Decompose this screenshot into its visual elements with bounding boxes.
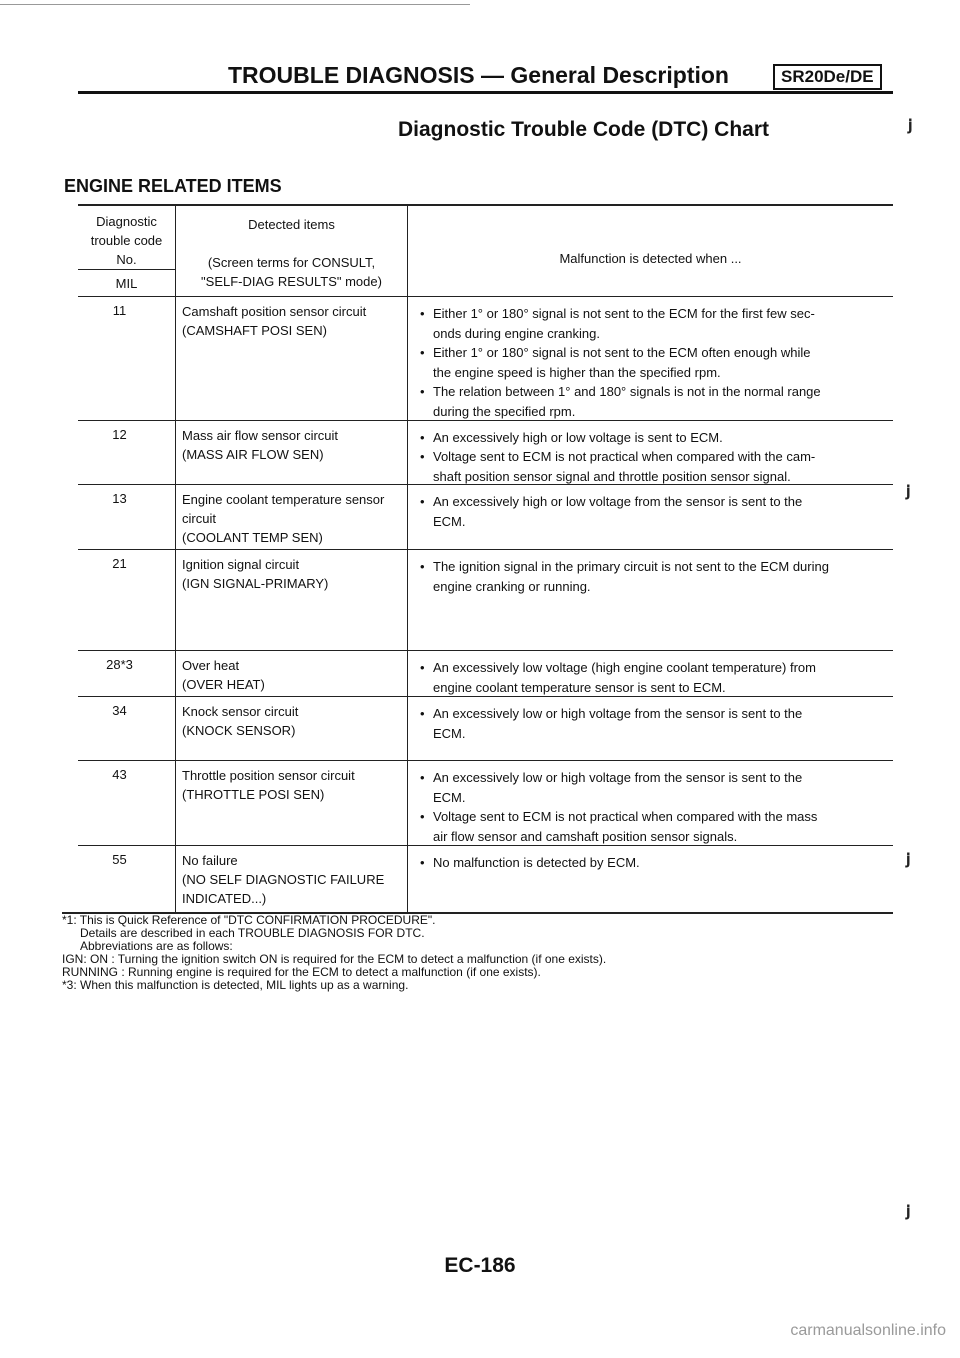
revision-mark-icon: ⱼ (906, 840, 911, 870)
table-top-rule (78, 204, 893, 206)
malfunction-bullet: • An excessively high or low voltage from the sensor is sent to the ECM. (420, 494, 803, 529)
page-header (228, 56, 908, 96)
table-row-rule (78, 760, 893, 761)
dtc-code: 13 (112, 491, 127, 506)
footnote: IGN: ON : Turning the ignition switch ON is required for the ECM to detect a malfunction (if one exists). (62, 952, 607, 966)
malfunction-bullet: • An excessively low or high voltage from the sensor is sent to the ECM. (420, 770, 803, 805)
detected-item: Camshaft position sensor circuit (CAMSHAFT POSI SEN) (182, 304, 367, 338)
detected-item: Engine coolant temperature sensor circuit (COOLANT TEMP SEN) (182, 492, 385, 545)
revision-mark-icon: ⱼ (906, 1192, 911, 1222)
malfunction-bullet: • An excessively low or high voltage from the sensor is sent to the ECM. (420, 706, 803, 741)
detected-item: Mass air flow sensor circuit (MASS AIR FLOW SEN) (182, 428, 339, 462)
dtc-code: 21 (112, 556, 127, 571)
table-col-divider (407, 204, 408, 912)
dtc-code: 11 (112, 303, 127, 318)
model-badge: SR20De/DE (773, 64, 882, 90)
malfunction-bullet: • Voltage sent to ECM is not practical when compared with the mass air flow sensor and camshaft position sensor signals. (420, 809, 818, 844)
detected-item: Throttle position sensor circuit (THROTTLE POSI SEN) (182, 768, 355, 802)
malfunction-bullet: • Voltage sent to ECM is not practical when compared with the cam- shaft position sensor signal and throttle position sensor signal. (420, 449, 816, 484)
detected-item: Over heat (OVER HEAT) (182, 658, 265, 692)
table-sub-rule (78, 269, 175, 270)
top-border-line (0, 4, 470, 5)
footnote: *1: This is Quick Reference of "DTC CONFIRMATION PROCEDURE". (62, 913, 436, 927)
detected-item: Ignition signal circuit (IGN SIGNAL-PRIMARY) (182, 557, 329, 591)
malfunction-bullet: • No malfunction is detected by ECM. (420, 855, 640, 870)
malfunction-bullet: • An excessively high or low voltage is sent to ECM. (420, 430, 723, 445)
detected-item: Knock sensor circuit (KNOCK SENSOR) (182, 704, 299, 738)
footnote: RUNNING : Running engine is required for the ECM to detect a malfunction (if one exists). (62, 965, 541, 979)
footnote: Details are described in each TROUBLE DIAGNOSIS FOR DTC. (80, 926, 425, 940)
dtc-code: 28*3 (106, 657, 133, 672)
header-title: TROUBLE DIAGNOSIS — General Description (228, 62, 729, 88)
detected-item: No failure (NO SELF DIAGNOSTIC FAILURE INDICATED...) (182, 853, 385, 906)
malfunction-bullet: • Either 1° or 180° signal is not sent to the ECM for the first few sec- onds during engine cranking. (420, 306, 815, 341)
footnotes (62, 914, 606, 992)
watermark: carmanualsonline.info (790, 1322, 946, 1339)
table-header-rule (78, 296, 893, 297)
col3-header: Malfunction is detected when ... (559, 251, 742, 266)
table-col-divider (175, 204, 176, 912)
dtc-code: 12 (112, 427, 127, 442)
section-title: ENGINE RELATED ITEMS (64, 176, 282, 196)
page-number: EC-186 (444, 1254, 516, 1277)
dtc-code: 55 (112, 852, 127, 867)
malfunction-bullet: • An excessively low voltage (high engine coolant temperature) from engine coolant temperature sensor is sent to ECM. (420, 660, 816, 695)
col1-subheader: MIL (115, 276, 138, 291)
col1-header: Diagnostic trouble code No. (90, 214, 163, 267)
malfunction-bullet: • The ignition signal in the primary circuit is not sent to the ECM during engine cranking or running. (420, 559, 829, 594)
footnote: Abbreviations are as follows: (80, 939, 233, 953)
malfunction-bullet: • The relation between 1° and 180° signals is not in the normal range during the specified rpm. (420, 384, 821, 419)
col2-header: Detected items (Screen terms for CONSULT, "SELF-DIAG RESULTS" mode) (201, 217, 382, 289)
chart-title: Diagnostic Trouble Code (DTC) Chart (398, 118, 770, 141)
footnote: *3: When this malfunction is detected, MIL lights up as a warning. (62, 978, 409, 992)
revision-mark-icon: ⱼ (908, 106, 913, 136)
table-row-rule (78, 650, 893, 651)
dtc-code: 34 (112, 703, 127, 718)
malfunction-bullet: • Either 1° or 180° signal is not sent to the ECM often enough while the engine speed is higher than the specified rpm. (420, 345, 811, 380)
dtc-code: 43 (112, 767, 127, 782)
header-rule (78, 91, 893, 94)
revision-mark-icon: ⱼ (906, 472, 911, 502)
table-row-rule (78, 549, 893, 550)
